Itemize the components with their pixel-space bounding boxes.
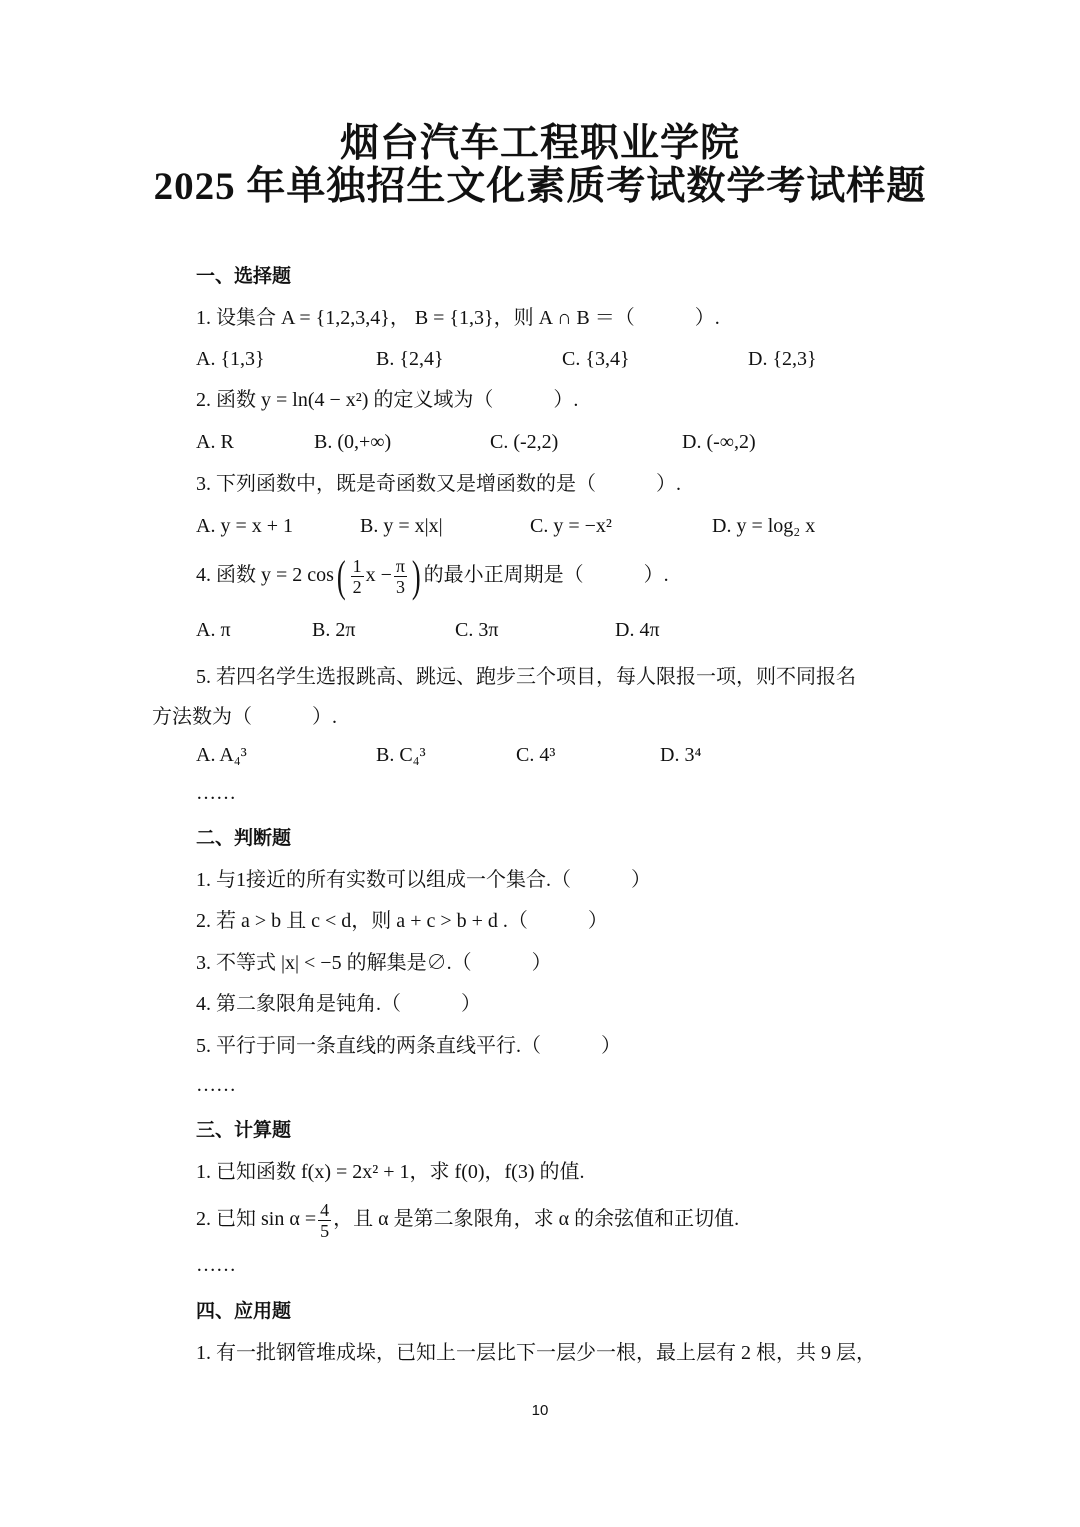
fraction [351, 556, 364, 597]
option-D: D. 3⁴ [660, 744, 702, 766]
question-text [196, 1032, 621, 1060]
question-text [196, 551, 669, 601]
option-A: A. R [196, 431, 234, 453]
text-segment: 1. 已知函数 f(x) = 2x² + 1，求 f(0)，f(3) 的值. [196, 1161, 585, 1183]
question-text [196, 1339, 876, 1367]
fraction-numerator: 4 [320, 1200, 330, 1220]
option-C: C. (-2,2) [490, 431, 559, 453]
question-text [196, 386, 578, 414]
option-D: D. {2,3} [748, 348, 817, 370]
option-C: C. {3,4} [562, 348, 630, 370]
option-A: A. A₄³ [196, 744, 247, 766]
fraction [394, 556, 407, 597]
section-heading: 二、判断题 [196, 827, 292, 849]
text-segment: 5. 若四名学生选报跳高、跳远、跑步三个项目，每人限报一项，则不同报名 [196, 666, 856, 688]
question-text [196, 470, 681, 498]
text-segment: 2. 函数 y = ln(4 − x²) 的定义域为（ ）. [196, 389, 579, 411]
section-heading: 四、应用题 [196, 1300, 292, 1322]
answer-options [196, 741, 896, 769]
text-segment: 4. 第二象限角是钝角.（ ） [196, 993, 481, 1015]
text-segment: 2. 若 a > b 且 c < d，则 a + c > b + d .（ ） [196, 910, 608, 932]
option-C: C. y = −x² [530, 515, 612, 537]
answer-options [196, 345, 896, 373]
text-segment: 1. 有一批钢管堆成垛，已知上一层比下一层少一根，最上层有 2 根，共 9 层， [196, 1342, 876, 1364]
text-segment: 1. 设集合 A = {1,2,3,4}， B = {1,3}，则 A ∩ B ＝（ ）. [196, 307, 720, 329]
page-number: 10 [531, 1402, 549, 1419]
question-text [196, 1200, 739, 1241]
text-segment: x − [365, 564, 392, 587]
option-A: A. π [196, 619, 231, 641]
section-heading: 三、计算题 [196, 1119, 292, 1141]
question-text [196, 990, 481, 1018]
fraction-denominator: 5 [320, 1221, 330, 1241]
question-text [196, 949, 552, 977]
text-segment: 方法数为（ ）. [152, 706, 337, 728]
text-segment: 的最小正周期是（ ）. [423, 564, 669, 587]
question-text [196, 779, 236, 807]
text-segment: 2. 已知 sin α = [196, 1208, 317, 1231]
answer-options [196, 616, 896, 644]
fraction [318, 1200, 331, 1241]
text-segment: …… [196, 1074, 236, 1096]
document-title-line1: 烟台汽车工程职业学院 [339, 122, 740, 165]
text-segment: ，且 α 是第二象限角，求 α 的余弦值和正切值. [333, 1208, 740, 1231]
option-B: B. y = x|x| [360, 515, 443, 537]
question-text [152, 703, 337, 731]
option-D: D. (-∞,2) [682, 431, 756, 453]
option-D: D. 4π [615, 619, 660, 641]
option-B: B. 2π [312, 619, 356, 641]
option-C: C. 4³ [516, 744, 556, 766]
question-text [196, 1251, 236, 1279]
text-segment: 3. 不等式 |x| < −5 的解集是∅.（ ） [196, 952, 552, 974]
option-B: B. {2,4} [376, 348, 444, 370]
big-parenthesis: ) [411, 551, 421, 601]
fraction-numerator: 1 [352, 556, 362, 576]
answer-options [196, 428, 896, 456]
option-B: B. (0,+∞) [314, 431, 392, 453]
fraction-numerator: π [395, 556, 405, 576]
document-title-line2: 2025 年单独招生文化素质考试数学考试样题 [153, 165, 927, 208]
fraction-denominator: 2 [352, 577, 362, 597]
option-A: A. {1,3} [196, 348, 265, 370]
option-A: A. y = x + 1 [196, 515, 294, 537]
question-text [196, 907, 608, 935]
option-C: C. 3π [455, 619, 499, 641]
question-text [196, 663, 856, 691]
section-heading: 一、选择题 [196, 265, 292, 287]
question-text [196, 1158, 585, 1186]
text-segment: …… [196, 782, 236, 804]
question-text [196, 304, 720, 332]
text-segment: …… [196, 1254, 236, 1276]
text-segment: 3. 下列函数中，既是奇函数又是增函数的是（ ）. [196, 473, 681, 495]
text-segment: 4. 函数 y = 2 cos [196, 564, 334, 587]
option-B: B. C₄³ [376, 744, 426, 766]
big-parenthesis: ( [336, 551, 346, 601]
question-text [196, 1071, 236, 1099]
fraction-denominator: 3 [395, 577, 405, 597]
answer-options [196, 512, 896, 540]
text-segment: 1. 与1接近的所有实数可以组成一个集合.（ ） [196, 869, 651, 891]
option-D: D. y = log₂ x [712, 515, 816, 537]
question-text [196, 866, 651, 894]
text-segment: 5. 平行于同一条直线的两条直线平行.（ ） [196, 1035, 621, 1057]
